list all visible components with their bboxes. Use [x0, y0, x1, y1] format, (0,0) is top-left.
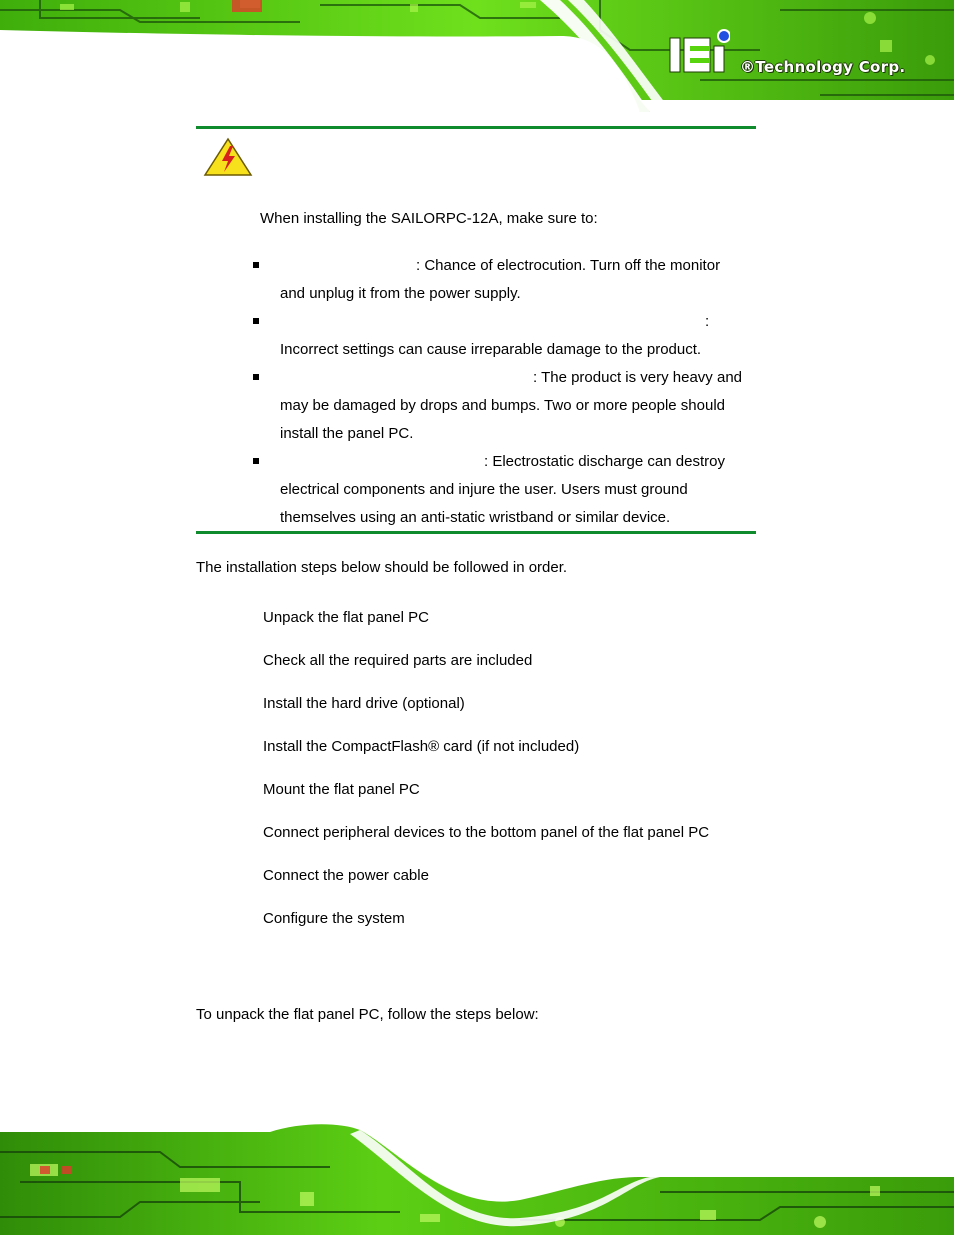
circuit-board-footer-graphic	[0, 1122, 954, 1235]
bullet-marker	[253, 374, 259, 380]
warning-bullet-3-line-3: install the panel PC.	[280, 425, 414, 442]
warning-bullet-4-line-3: themselves using an anti-static wristband or similar device.	[280, 509, 671, 526]
bullet-marker	[253, 318, 259, 324]
warning-intro: When installing the SAILORPC-12A, make sure to:	[260, 210, 598, 227]
step-item: Mount the flat panel PC	[263, 781, 420, 798]
bullet-marker	[253, 262, 259, 268]
warning-bullet-4-line-1: : Electrostatic discharge can destroy	[484, 453, 725, 470]
step-item: Install the CompactFlash® card (if not included)	[263, 738, 580, 755]
step-item: Connect peripheral devices to the bottom panel of the flat panel PC	[263, 824, 710, 841]
footer-banner	[0, 1122, 954, 1235]
step-item: Connect the power cable	[263, 867, 429, 884]
step-item: Unpack the flat panel PC	[263, 609, 429, 626]
warning-bottom-rule	[196, 531, 756, 534]
warning-bullet-3-line-1: : The product is very heavy and	[533, 369, 743, 386]
warning-bullet-2-line-1: :	[705, 313, 710, 330]
step-item: Install the hard drive (optional)	[263, 695, 465, 712]
step-item: Check all the required parts are included	[263, 652, 533, 669]
bullet-marker	[253, 458, 259, 464]
step-item: Configure the system	[263, 910, 405, 927]
warning-bullet-2-line-2: Incorrect settings can cause irreparable damage to the product.	[280, 341, 702, 358]
unpack-intro: To unpack the flat panel PC, follow the steps below:	[196, 1006, 539, 1023]
warning-top-rule	[196, 126, 756, 129]
header-banner	[0, 0, 954, 112]
warning-bullet-1-line-2: and unplug it from the power supply.	[280, 285, 521, 302]
warning-bullet-1-line-1: : Chance of electrocution. Turn off the monitor	[416, 257, 721, 274]
warning-bullet-3-line-2: may be damaged by drops and bumps. Two or more people should	[280, 397, 725, 414]
warning-bullet-4-line-2: electrical components and injure the user. Users must ground	[280, 481, 688, 498]
warning-lightning-icon	[203, 137, 253, 177]
circuit-board-header-graphic	[0, 0, 954, 112]
iei-logo-icon	[668, 28, 730, 74]
steps-intro: The installation steps below should be followed in order.	[196, 559, 568, 576]
brand-name: ®Technology Corp.	[740, 58, 906, 76]
